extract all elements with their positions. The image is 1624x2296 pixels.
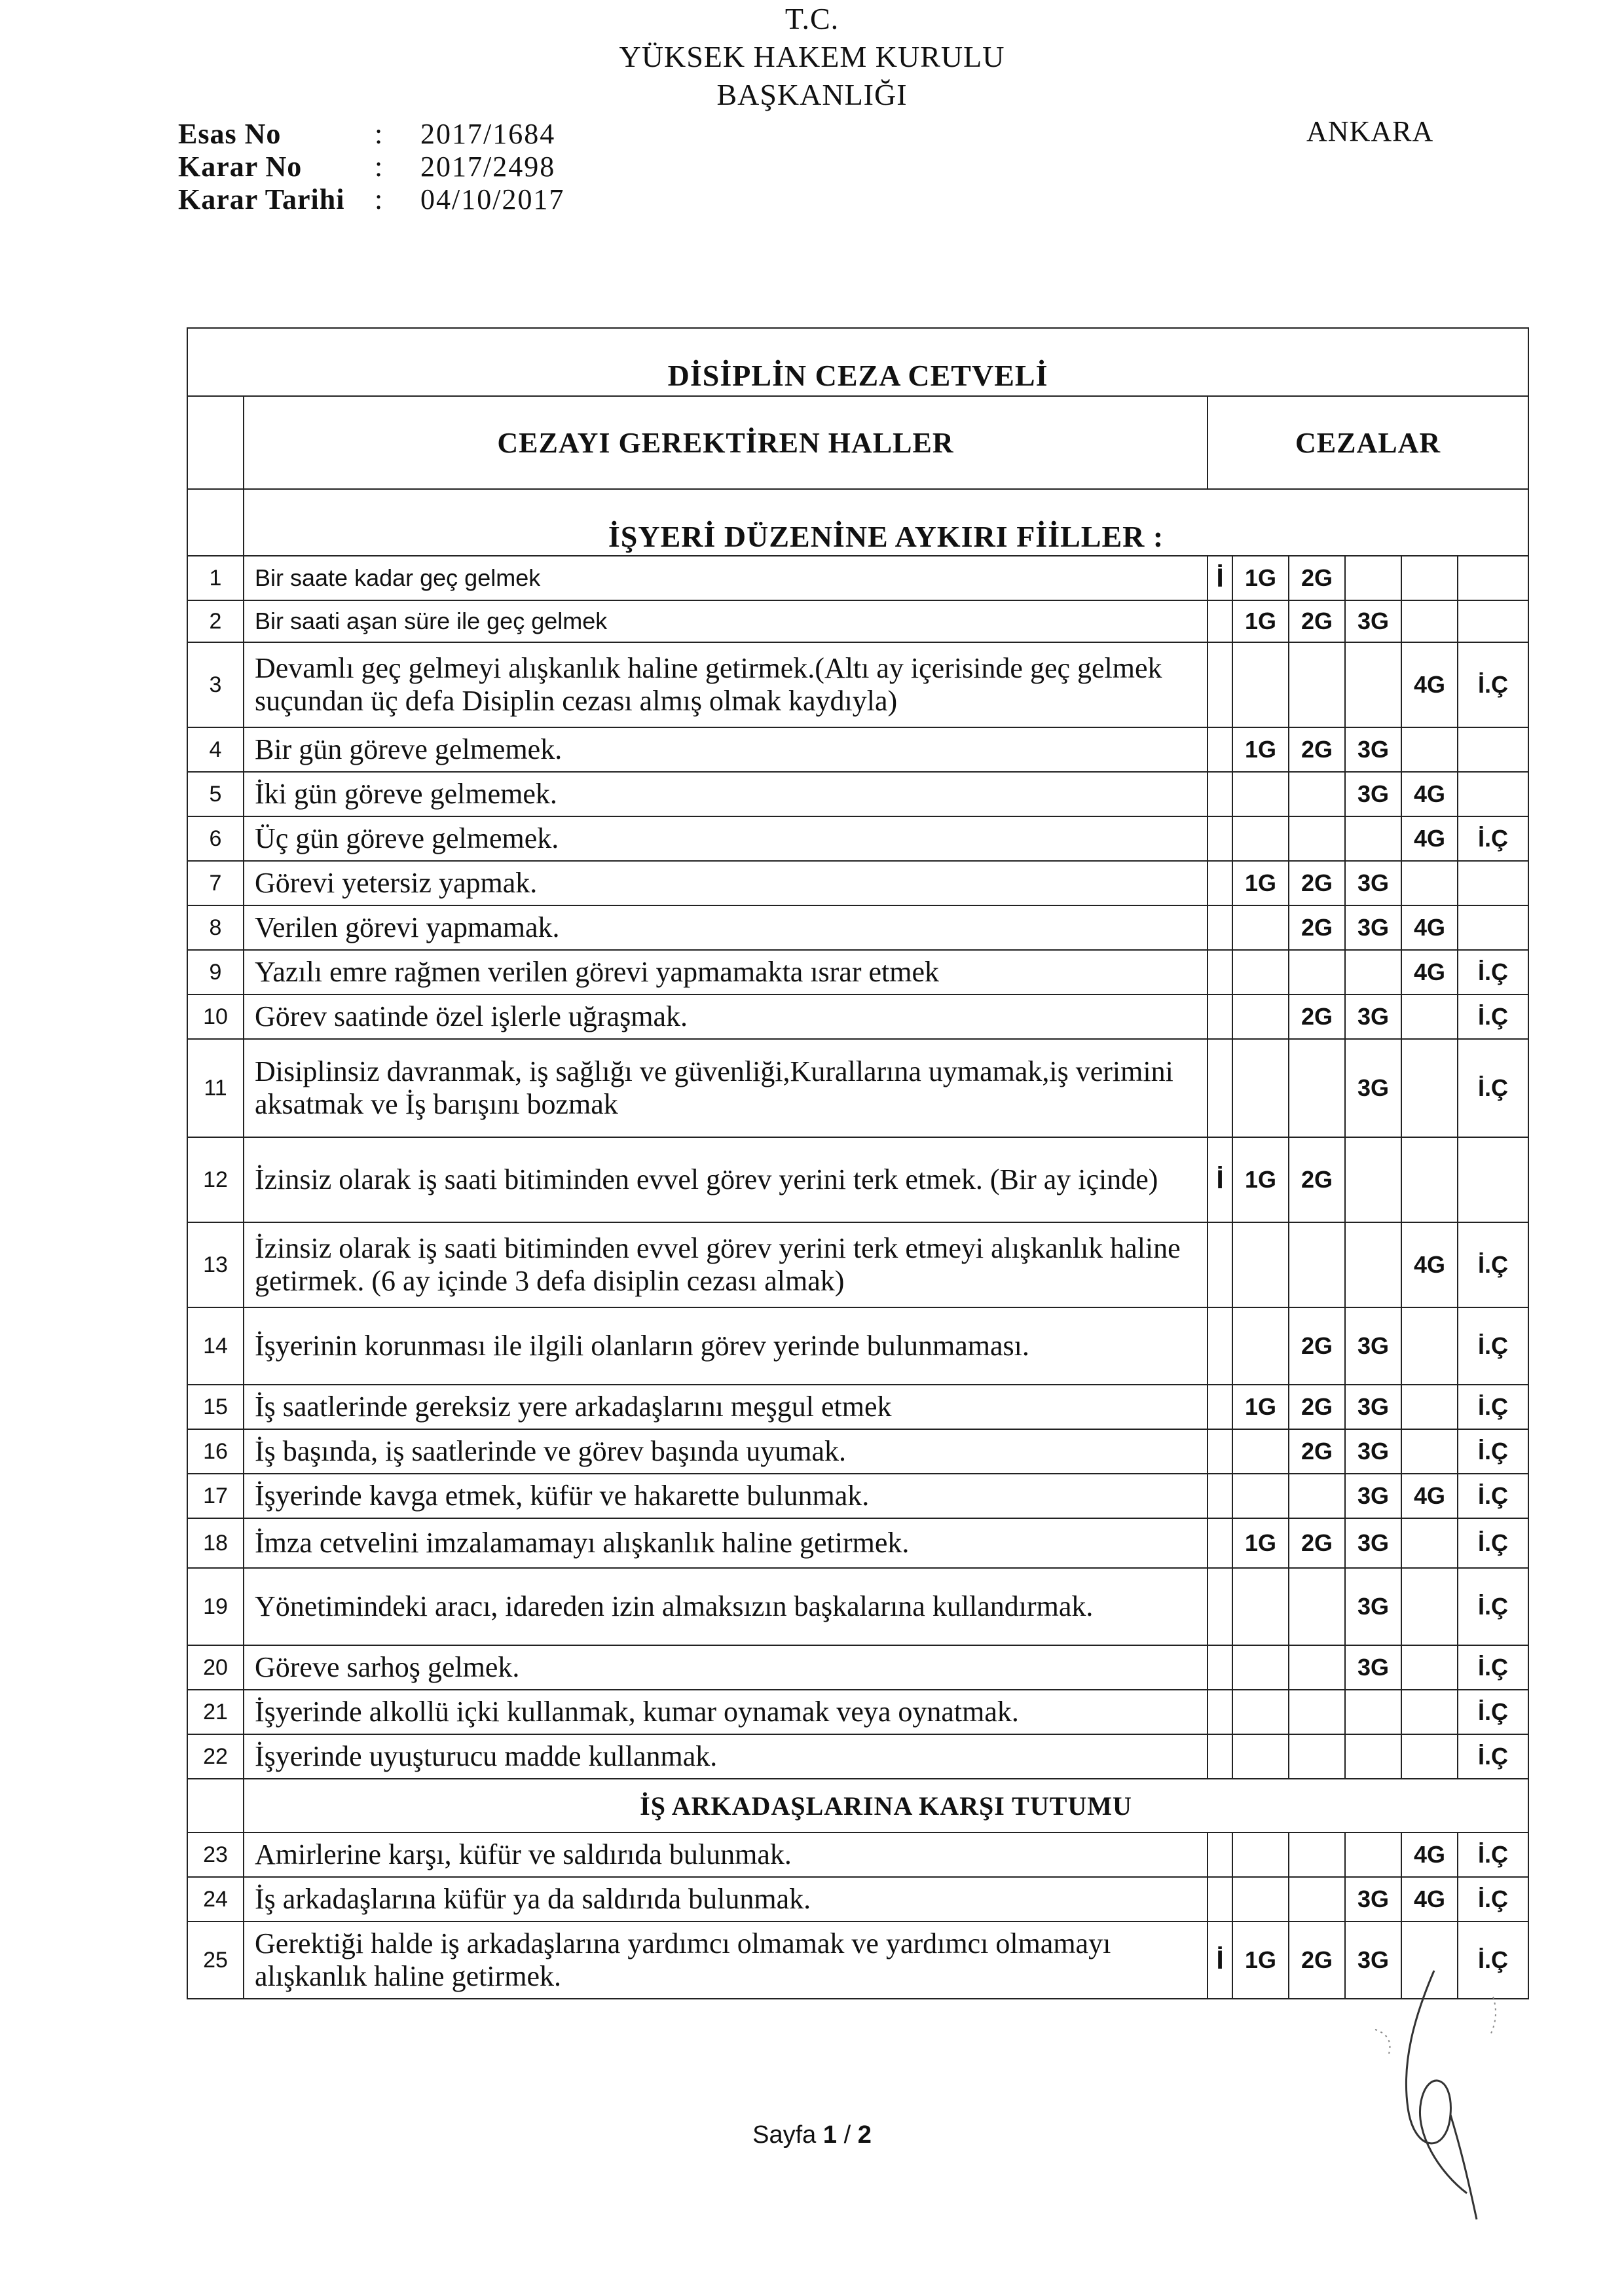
penalty-cell: 3G [1345,1039,1401,1137]
column-header-row [187,396,1528,489]
penalty-cell [1232,1429,1289,1474]
penalty-cell [1232,905,1289,950]
row-description: Yönetimindeki aracı, idareden izin almaksızın başkalarına kullandırmak. [244,1568,1208,1645]
penalty-cell [1232,1690,1289,1734]
penalty-cell: İ [1208,1922,1232,1999]
row-number: 7 [187,861,244,905]
penalty-cell: 3G [1345,905,1401,950]
penalty-cell [1289,1568,1345,1645]
penalty-cell [1289,772,1345,816]
penalty-cell [1458,727,1528,772]
row-description: İzinsiz olarak iş saati bitiminden evvel görev yerini terk etmek. (Bir ay içinde) [244,1137,1208,1222]
penalty-cell: 4G [1401,816,1458,861]
section-number-cell [187,1779,244,1832]
penalty-cell [1208,1307,1232,1385]
penalty-cell [1208,1877,1232,1922]
row-description: Disiplinsiz davranmak, iş sağlığı ve güvenliği,Kurallarına uymamak,iş verimini aksatmak ve İş barışını bozmak [244,1039,1208,1137]
penalty-cell: 4G [1401,950,1458,994]
penalty-cell: 1G [1232,556,1289,600]
column-header-cases: CEZAYI GEREKTİREN HALLER [244,396,1208,489]
row-number: 1 [187,556,244,600]
meta-colon: : [375,151,383,183]
penalty-cell: 3G [1345,1922,1401,1999]
table-row [187,1222,1528,1307]
row-number: 10 [187,994,244,1039]
penalty-cell [1208,816,1232,861]
penalty-cell [1208,1832,1232,1877]
row-description: İşyerinde uyuşturucu madde kullanmak. [244,1734,1208,1779]
meta-colon: : [375,118,383,150]
penalty-cell [1345,1832,1401,1877]
penalty-cell [1208,772,1232,816]
penalty-cell: 1G [1232,861,1289,905]
footer-prefix: Sayfa [752,2121,823,2149]
row-number: 24 [187,1877,244,1922]
page-footer [0,2121,1624,2149]
row-description: İki gün göreve gelmemek. [244,772,1208,816]
penalty-cell [1232,642,1289,727]
penalty-cell [1232,1307,1289,1385]
penalty-cell [1458,905,1528,950]
penalty-cell [1458,556,1528,600]
penalty-cell [1208,1222,1232,1307]
penalty-cell: 2G [1289,905,1345,950]
table-row [187,1832,1528,1877]
row-number: 16 [187,1429,244,1474]
penalty-cell [1345,642,1401,727]
row-number: 6 [187,816,244,861]
penalty-cell: 3G [1345,1568,1401,1645]
meta-value: 2017/1684 [420,118,556,150]
row-description: Bir saati aşan süre ile geç gelmek [244,600,1208,642]
penalty-cell [1345,1222,1401,1307]
table-row [187,1474,1528,1518]
penalty-cell: 4G [1401,1474,1458,1518]
penalty-cell [1401,556,1458,600]
table-row [187,642,1528,727]
penalty-cell [1208,1474,1232,1518]
row-number: 12 [187,1137,244,1222]
table-row [187,905,1528,950]
row-description: İzinsiz olarak iş saati bitiminden evvel görev yerini terk etmeyi alışkanlık haline getirmek. (6 ay içinde 3 defa disiplin cezası almak) [244,1222,1208,1307]
penalty-cell [1401,994,1458,1039]
penalty-cell [1401,1137,1458,1222]
penalty-cell [1208,1429,1232,1474]
penalty-cell [1232,816,1289,861]
section-title-colleagues: İŞ ARKADAŞLARINA KARŞI TUTUMU [244,1779,1528,1832]
city-label: ANKARA [1306,115,1434,147]
row-number: 20 [187,1645,244,1690]
meta-colon: : [375,183,383,215]
penalty-cell [1458,861,1528,905]
row-number: 15 [187,1385,244,1429]
institution-header [511,0,1113,114]
penalty-cell: İ.Ç [1458,1429,1528,1474]
penalty-cell: 3G [1345,600,1401,642]
table-row [187,1645,1528,1690]
penalty-cell [1208,905,1232,950]
header-line-tc: T.C. [784,2,840,35]
penalty-cell [1289,642,1345,727]
penalty-cell: 3G [1345,1518,1401,1568]
table-row [187,1734,1528,1779]
penalty-cell: 2G [1289,727,1345,772]
penalty-cell: İ.Ç [1458,1922,1528,1999]
penalty-cell: İ.Ç [1458,1385,1528,1429]
penalty-cell: 2G [1289,1385,1345,1429]
table-row [187,1690,1528,1734]
penalty-cell: 4G [1401,642,1458,727]
row-description: Bir gün göreve gelmemek. [244,727,1208,772]
row-number: 17 [187,1474,244,1518]
penalty-cell [1289,1222,1345,1307]
penalty-cell: 3G [1345,1307,1401,1385]
penalty-cell [1401,600,1458,642]
penalty-cell: İ.Ç [1458,1222,1528,1307]
penalty-cell [1289,1877,1345,1922]
penalty-cell [1232,1877,1289,1922]
row-number: 25 [187,1922,244,1999]
row-description: Gerektiği halde iş arkadaşlarına yardımcı olmamak ve yardımcı olmamayı alışkanlık haline getirmek. [244,1922,1208,1999]
penalty-cell [1232,1474,1289,1518]
penalty-cell: 2G [1289,1922,1345,1999]
table-row [187,1568,1528,1645]
penalty-cell: 2G [1289,1307,1345,1385]
penalty-cell: İ.Ç [1458,642,1528,727]
row-number: 5 [187,772,244,816]
meta-value: 04/10/2017 [420,183,565,215]
table-row [187,1137,1528,1222]
penalty-cell: 2G [1289,861,1345,905]
case-metadata [178,118,564,216]
penalty-cell: 4G [1401,1832,1458,1877]
penalty-cell [1232,1568,1289,1645]
penalty-cell [1208,1568,1232,1645]
footer-total-pages: 2 [857,2121,872,2149]
row-description: Bir saate kadar geç gelmek [244,556,1208,600]
penalty-cell [1232,1039,1289,1137]
meta-label: Karar Tarihi [178,183,345,215]
penalty-cell [1208,1518,1232,1568]
penalty-cell: İ.Ç [1458,1307,1528,1385]
header-line-institution: YÜKSEK HAKEM KURULU [619,40,1005,73]
penalty-cell: İ.Ç [1458,1568,1528,1645]
penalty-cell: İ.Ç [1458,1518,1528,1568]
penalty-cell: İ [1208,556,1232,600]
table-row [187,1518,1528,1568]
penalty-cell: 1G [1232,1385,1289,1429]
meta-label: Esas No [178,118,282,150]
penalty-cell [1208,994,1232,1039]
penalty-cell: 2G [1289,600,1345,642]
penalty-cell: İ.Ç [1458,1877,1528,1922]
penalty-cell: 1G [1232,1922,1289,1999]
penalty-cell [1232,772,1289,816]
row-number: 13 [187,1222,244,1307]
row-description: Devamlı geç gelmeyi alışkanlık haline getirmek.(Altı ay içerisinde geç gelmek suçundan üç defa Disiplin cezası almış olmak kaydıyla) [244,642,1208,727]
table-row [187,772,1528,816]
penalty-cell [1401,1734,1458,1779]
penalty-cell [1345,950,1401,994]
penalty-cell [1289,1690,1345,1734]
row-description: İşyerinde alkollü içki kullanmak, kumar oynamak veya oynatmak. [244,1690,1208,1734]
penalty-cell [1208,861,1232,905]
penalty-cell [1401,1568,1458,1645]
row-description: Görevi yetersiz yapmak. [244,861,1208,905]
penalty-cell: İ.Ç [1458,816,1528,861]
penalty-cell [1401,1645,1458,1690]
row-description: İşyerinin korunması ile ilgili olanların görev yerinde bulunmaması. [244,1307,1208,1385]
penalty-cell [1458,772,1528,816]
penalty-cell [1401,727,1458,772]
penalty-cell [1208,642,1232,727]
penalty-cell [1289,1734,1345,1779]
column-header-penalties: CEZALAR [1208,396,1528,489]
row-number: 8 [187,905,244,950]
section-title-workplace: İŞYERİ DÜZENİNE AYKIRI FİİLLER : [244,489,1528,556]
penalty-cell [1401,1518,1458,1568]
penalty-cell: 4G [1401,905,1458,950]
table-row [187,556,1528,600]
penalty-cell [1401,1385,1458,1429]
row-description: Göreve sarhoş gelmek. [244,1645,1208,1690]
footer-current-page: 1 [822,2121,838,2149]
penalty-cell: İ.Ç [1458,1645,1528,1690]
penalty-cell [1208,1690,1232,1734]
penalty-cell [1289,816,1345,861]
table-title-row [187,328,1528,396]
row-number: 4 [187,727,244,772]
table-row [187,1039,1528,1137]
penalty-cell [1401,861,1458,905]
table-row [187,1385,1528,1429]
row-number: 21 [187,1690,244,1734]
table-row [187,950,1528,994]
row-number: 23 [187,1832,244,1877]
row-number: 18 [187,1518,244,1568]
header-number-cell [187,396,244,489]
penalty-cell [1232,1222,1289,1307]
table-row [187,861,1528,905]
penalty-cell: 3G [1345,861,1401,905]
penalty-cell: 3G [1345,1385,1401,1429]
table-row [187,727,1528,772]
penalty-cell [1401,1690,1458,1734]
penalty-cell [1458,600,1528,642]
row-description: İş arkadaşlarına küfür ya da saldırıda bulunmak. [244,1877,1208,1922]
penalty-cell: 4G [1401,772,1458,816]
penalty-cell: 2G [1289,1518,1345,1568]
penalty-cell: 4G [1401,1222,1458,1307]
section-header-row [187,489,1528,556]
row-description: Üç gün göreve gelmemek. [244,816,1208,861]
penalty-cell: 2G [1289,1429,1345,1474]
penalty-cell: 1G [1232,727,1289,772]
meta-row-tarih [178,183,564,216]
penalty-cell [1289,1039,1345,1137]
table-title: DİSİPLİN CEZA CETVELİ [187,328,1528,396]
penalty-cell [1345,556,1401,600]
row-description: Yazılı emre rağmen verilen görevi yapmamakta ısrar etmek [244,950,1208,994]
penalty-cell [1208,1645,1232,1690]
penalty-cell: İ.Ç [1458,1039,1528,1137]
penalty-cell [1289,950,1345,994]
meta-row-esas [178,118,564,151]
footer-separator: / [837,2121,858,2149]
penalty-cell: 1G [1232,1137,1289,1222]
penalty-cell [1289,1645,1345,1690]
row-number: 9 [187,950,244,994]
row-number: 11 [187,1039,244,1137]
penalty-cell [1345,816,1401,861]
penalty-cell [1232,1734,1289,1779]
row-description: İş başında, iş saatlerinde ve görev başında uyumak. [244,1429,1208,1474]
table-row [187,600,1528,642]
penalty-cell [1345,1137,1401,1222]
penalty-cell [1232,1645,1289,1690]
penalty-cell [1289,1474,1345,1518]
penalty-cell: İ.Ç [1458,1474,1528,1518]
penalty-cell [1208,950,1232,994]
table-row [187,1922,1528,1999]
penalty-cell [1458,1137,1528,1222]
penalty-cell [1232,994,1289,1039]
penalty-cell: İ [1208,1137,1232,1222]
penalty-cell [1401,1307,1458,1385]
meta-row-karar [178,151,564,183]
row-description: Verilen görevi yapmamak. [244,905,1208,950]
penalty-cell: İ.Ç [1458,1690,1528,1734]
table-row [187,1877,1528,1922]
penalty-cell [1208,1734,1232,1779]
penalty-cell: 1G [1232,1518,1289,1568]
meta-value: 2017/2498 [420,151,556,183]
penalty-cell: İ.Ç [1458,1734,1528,1779]
table-row [187,994,1528,1039]
penalty-cell: 2G [1289,556,1345,600]
penalty-cell [1232,950,1289,994]
penalty-cell [1208,1039,1232,1137]
penalty-cell [1208,600,1232,642]
penalty-cell [1401,1429,1458,1474]
row-number: 2 [187,600,244,642]
penalty-cell: İ.Ç [1458,994,1528,1039]
row-description: İmza cetvelini imzalamamayı alışkanlık haline getirmek. [244,1518,1208,1568]
penalty-cell: 2G [1289,994,1345,1039]
row-number: 14 [187,1307,244,1385]
penalty-cell [1401,1039,1458,1137]
penalty-cell: İ.Ç [1458,1832,1528,1877]
penalty-cell: 3G [1345,1429,1401,1474]
penalty-cell [1289,1832,1345,1877]
meta-label: Karar No [178,151,303,183]
header-line-presidency: BAŞKANLIĞI [716,78,908,111]
row-description: Amirlerine karşı, küfür ve saldırıda bulunmak. [244,1832,1208,1877]
penalty-cell: 2G [1289,1137,1345,1222]
penalty-cell [1208,727,1232,772]
row-number: 19 [187,1568,244,1645]
penalty-cell [1208,1385,1232,1429]
table-row [187,816,1528,861]
penalty-cell [1345,1690,1401,1734]
penalty-cell: 1G [1232,600,1289,642]
table-row [187,1307,1528,1385]
row-description: Görev saatinde özel işlerle uğraşmak. [244,994,1208,1039]
penalty-cell: 3G [1345,1645,1401,1690]
penalty-cell: İ.Ç [1458,950,1528,994]
row-number: 3 [187,642,244,727]
penalty-cell: 3G [1345,994,1401,1039]
row-description: İşyerinde kavga etmek, küfür ve hakarette bulunmak. [244,1474,1208,1518]
row-description: İş saatlerinde gereksiz yere arkadaşlarını meşgul etmek [244,1385,1208,1429]
penalty-cell: 3G [1345,772,1401,816]
section-header-row [187,1779,1528,1832]
penalty-cell [1345,1734,1401,1779]
penalty-cell: 4G [1401,1877,1458,1922]
penalty-table [187,327,1529,1999]
signature-mark [1336,1958,1532,2232]
penalty-cell: 3G [1345,1474,1401,1518]
penalty-cell: 3G [1345,1877,1401,1922]
penalty-cell: 3G [1345,727,1401,772]
row-number: 22 [187,1734,244,1779]
penalty-cell [1232,1832,1289,1877]
table-row [187,1429,1528,1474]
section-number-cell [187,489,244,556]
